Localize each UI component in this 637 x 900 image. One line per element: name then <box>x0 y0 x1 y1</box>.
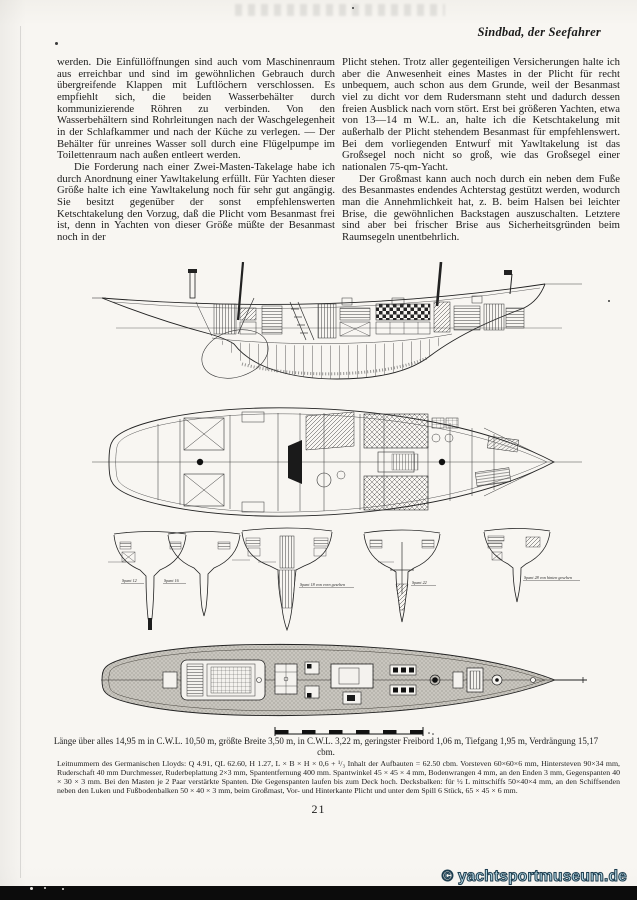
paragraph: Der Großmast kann auch noch durch ein neben dem Fuße des Besanmastes endendes Achterstag gestützt werden, wodurch man die Annehmlichkeit hat, z. B. beim Halsen bei leichter Brise, die gewöhnlichen Backstagen auszuschalten. Letztere sind aber bei frischer Brise aus Sicherheitsgründen beim Raumsegeln unentbehrlich. <box>342 172 620 243</box>
page-gutter-shadow <box>20 26 21 878</box>
scan-speck <box>44 887 46 889</box>
yacht-deck-plan-drawing <box>85 638 590 748</box>
paragraph: Die Forderung nach einer Zwei-Masten-Takelage habe ich durch Anordnung einer Yawltakelung erfüllt. Für Yachten dieser Größe halte ich eine Yawltakelung noch für sehr gut angängig. Sie besitzt gegenüber der sonst empfehlenswerten Ketschtakelung den Vorzug, daß die Plicht vom Besanmast frei ist, denn in Yachten von dieser Größe müßte der Besanmast noch in der <box>57 160 335 243</box>
yacht-profile-section-drawing <box>92 262 582 402</box>
scan-speck <box>352 7 354 9</box>
yacht-cross-sections-drawing <box>92 524 582 642</box>
scan-speck <box>62 888 64 890</box>
running-header: Sindbad, der Seefahrer <box>477 25 601 39</box>
scan-artifact-smudge <box>235 4 445 16</box>
scan-footer-bar <box>0 886 637 900</box>
figure-caption-dimensions: Länge über alles 14,95 m in C.W.L. 10,50 m, größte Breite 3,50 m, in C.W.L. 3,22 m, geringster Freibord 1,06 m, Tiefgang 1,95 m, Verdrängung 15,17 cbm. <box>53 736 599 757</box>
section-label: Spant 16 <box>164 578 179 583</box>
paragraph: werden. Die Einfüllöffnungen sind auch vom Maschinenraum aus erreichbar und sind im gewöhnlichen Gebrauch durch übergreifende Klappen mit Luftlöchern verschlossen. Es empfiehlt sich, die beiden Wasserbehälter durch kommunizierende Röhren zu verbinden. Von den Wasserbehältern sind Rohrleitungen nach der Waschgelegenheit in der Schlafkammer und nach der Küche zu verlegen. — Der Behälter für unreines Wasser soll durch eine Flügelpumpe im Toilettenraum nach außen entleert werden. <box>57 56 335 162</box>
section-label: Spant 18 von vorn gesehen <box>300 582 346 587</box>
scan-speck <box>30 887 33 890</box>
section-label: Spant 12 <box>122 578 137 583</box>
yacht-accommodation-plan-drawing <box>92 392 582 532</box>
section-label: Spant 28 von hinten gesehen <box>524 575 572 580</box>
article-left-column <box>57 57 335 244</box>
watermark: © yachtsportmuseum.de <box>441 868 627 885</box>
article-right-column <box>342 57 620 244</box>
section-label: Spant 22 <box>412 580 427 585</box>
scan-speck <box>608 300 610 302</box>
page-number: 21 <box>311 802 326 816</box>
figure-caption-scantlings: Leitnummern des Germanischen Lloyds: Q 4.91, QL 62.60, H 1.27, L × B × H × 0,6 + ¹/₃ Inhalt der Aufbauten = 62.50 cbm. Vorsteven 60×60×6 mm, Hintersteven 90×34 mm, Ruderschaft 40 mm Durchmesser, Ruderbeplattung 2×3 mm, Spantentfernung 400 mm. Spantwinkel 45 × 45 × 4 mm, Bodenwrangen 4 mm, an den Enden 3 mm, Gegenspanten 40 × 30 × 3 mm. Bei den Masten je 2 Paar verstärkte Spanten. Die Gegenspanten laufen bis zum Deck hoch. Decksbalken: für ½ L mittschiffs 50×40×4 mm, an den Schiffsenden neben den Luken und Fußbodenbalken 50 × 40 × 3 mm, beim Großmast, Vor- und Hinterkante Plicht und unter dem Spill 6 Stück, 65 × 45 × 6 mm. <box>57 759 620 795</box>
scan-speck <box>55 42 58 45</box>
paragraph: Plicht stehen. Trotz aller gegenteiligen Versicherungen halte ich aber die Anwesenheit eines Mastes in der Plicht für recht unbequem, auch schon aus dem Grunde, weil der Besanmast viel zu dicht vor dem Rudersmann steht und dadurch dessen freien Ausblick nach vorn stört. Erst bei größeren Yachten, etwa von 13—14 m W.L. an, halte ich die Ketschtakelung mit außerhalb der Plicht stehendem Besanmast für empfehlenswert. Bei dem vorliegenden Entwurf mit Yawltakelung ist das Großsegel noch nicht so groß, wie das Großsegel einer nationalen 75-qm-Yacht. <box>342 56 620 173</box>
